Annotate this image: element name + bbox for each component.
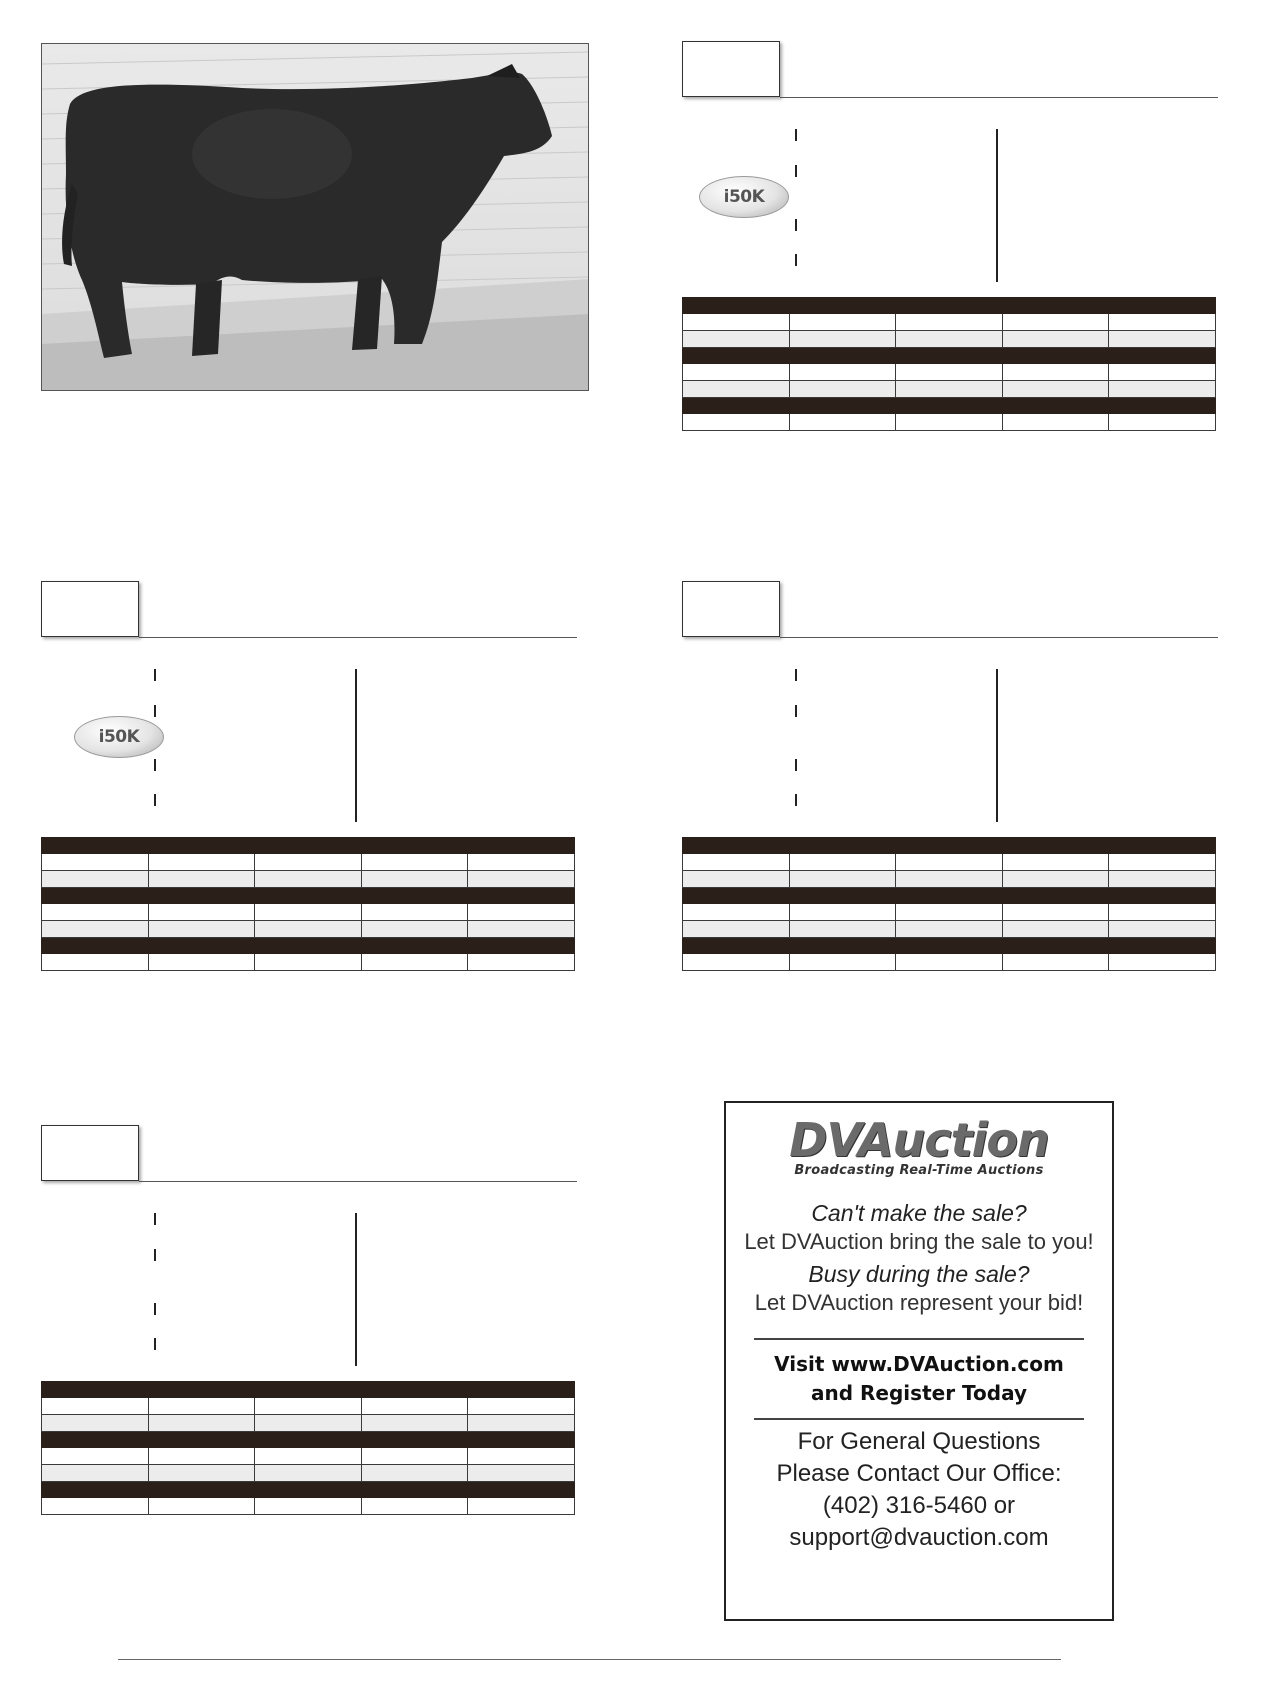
bull-photo	[41, 43, 589, 391]
lot-number-box	[41, 581, 139, 637]
pedigree-divider	[355, 669, 357, 822]
lot-number-box	[682, 41, 780, 97]
ad-contact-phone: (402) 316-5460 or	[822, 1492, 1016, 1519]
lot-header-rule	[139, 1181, 577, 1182]
lot-number-box	[41, 1125, 139, 1181]
epd-table	[682, 297, 1216, 431]
pedigree-divider	[996, 669, 998, 822]
lot-header-rule	[780, 637, 1218, 638]
epd-table	[41, 1381, 575, 1515]
dvauction-tagline: Broadcasting Real-Time Auctions	[794, 1163, 1044, 1178]
lot-block-3	[682, 581, 1222, 1001]
epd-table	[41, 837, 575, 971]
pedigree-tick-marks	[795, 129, 799, 269]
ad-question-1: Can't make the sale?	[811, 1200, 1027, 1226]
ad-contact-line-2: Please Contact Our Office:	[776, 1460, 1062, 1487]
ad-visit-text[interactable]	[726, 1350, 1112, 1408]
ad-contact-line-1: For General Questions	[797, 1428, 1041, 1455]
ad-visit-line-1[interactable]: Visit www.DVAuction.com	[774, 1352, 1064, 1376]
ad-text-2: Let DVAuction represent your bid!	[754, 1290, 1084, 1315]
i50k-badge-icon: i50K	[699, 176, 789, 218]
lot-block-4	[41, 1125, 581, 1545]
i50k-badge-icon: i50K	[74, 716, 164, 758]
ad-divider	[754, 1338, 1084, 1340]
pedigree-divider	[355, 1213, 357, 1366]
pedigree-tick-marks	[795, 669, 799, 809]
pedigree-tick-marks	[154, 1213, 158, 1353]
ad-text-1: Let DVAuction bring the sale to you!	[744, 1229, 1094, 1254]
ad-question-2: Busy during the sale?	[808, 1261, 1030, 1287]
dvauction-advert	[724, 1101, 1114, 1621]
ad-contact	[726, 1426, 1112, 1554]
lot-number-box	[682, 581, 780, 637]
epd-table	[682, 837, 1216, 971]
lot-header-rule	[139, 637, 577, 638]
pedigree-divider	[996, 129, 998, 282]
lot-block-1	[682, 41, 1222, 461]
ad-visit-line-2: and Register Today	[811, 1381, 1027, 1405]
ad-divider	[754, 1418, 1084, 1420]
dvauction-logo: DVAuction	[789, 1113, 1049, 1167]
ad-contact-email[interactable]: support@dvauction.com	[789, 1524, 1049, 1551]
lot-header-rule	[780, 97, 1218, 98]
footer-rule	[118, 1659, 1061, 1660]
lot-block-2	[41, 581, 581, 1001]
